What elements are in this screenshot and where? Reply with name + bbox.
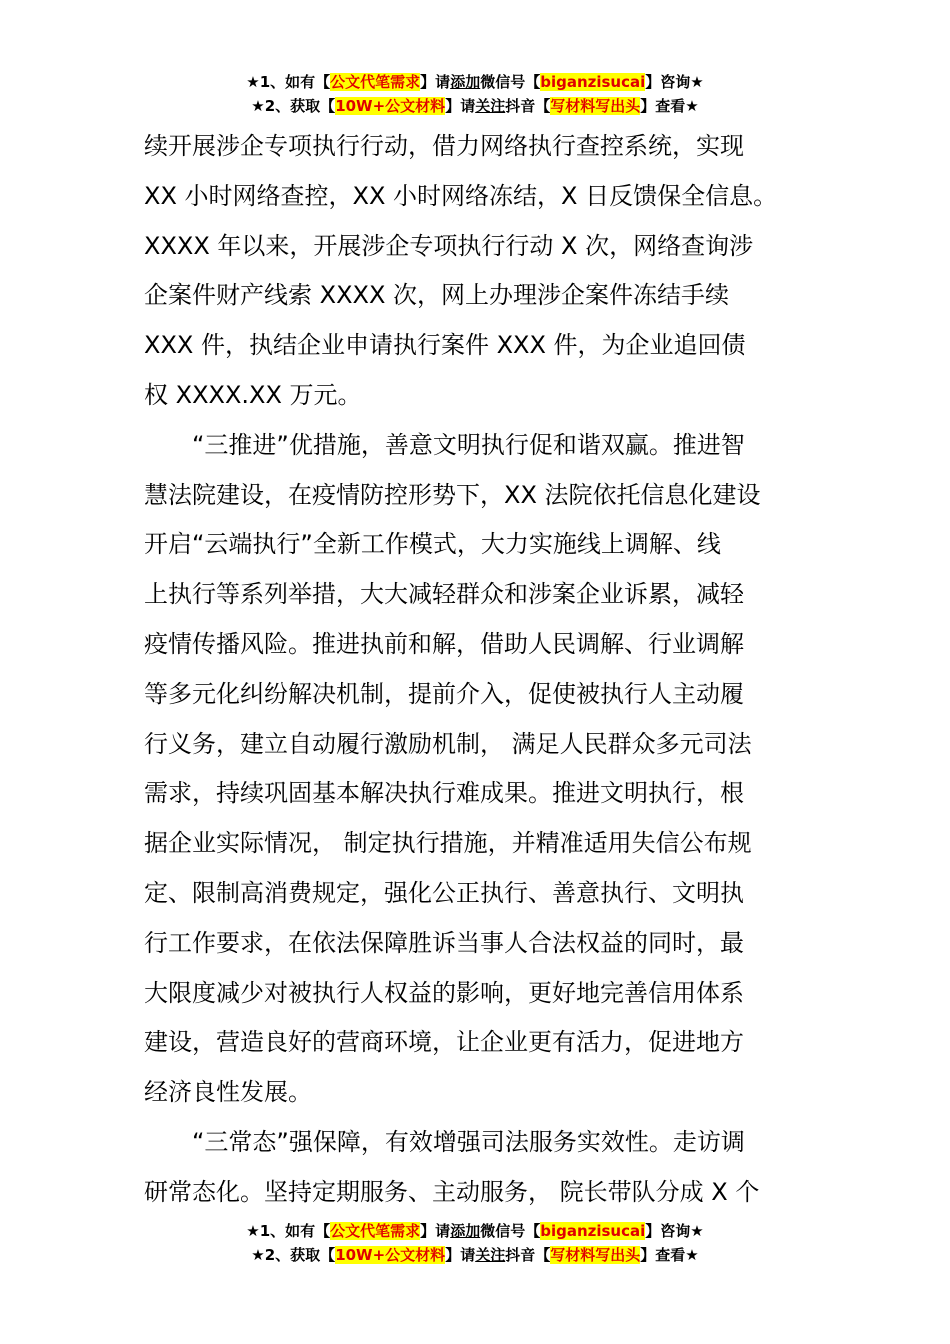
douyin-account: 写材料写出头 [550,97,641,115]
text-line: 大限度减少对被执行人权益的影响，更好地完善信用体系 [144,978,744,1007]
highlight-text: 10W+公文材料 [335,97,446,115]
banner-line-2: ★2、获取【10W+公文材料】请关注抖音【写材料写出头】查看★ [251,97,699,115]
banner-line-2: ★2、获取【10W+公文材料】请关注抖音【写材料写出头】查看★ [251,1246,699,1264]
text-line: 建设，营造良好的营商环境，让企业更有活力，促进地方 [144,1028,744,1057]
text-line: 慧法院建设，在疫情防控形势下，XX 法院依托信息化建设 [144,480,761,509]
wechat-id: biganzisucai [540,73,646,91]
text-line: 企案件财产线索 XXXX 次，网上办理涉企案件冻结手续 [144,281,730,310]
text-line: 据企业实际情况， 制定执行措施，并精准适用失信公布规 [144,829,752,858]
footer-banner [0,1219,950,1267]
text-line: “三推进”优措施，善意文明执行促和谐双赢。推进智 [192,430,745,459]
paragraph-3 [144,1118,824,1218]
header-banner [0,70,950,118]
paragraph-2 [144,421,824,1118]
text-line: XX 小时网络查控，XX 小时网络冻结，X 日反馈保全信息。 [144,181,778,210]
text-line: 经济良性发展。 [144,1078,312,1107]
text-line: 疫情传播风险。推进执前和解，借助人民调解、行业调解 [144,629,744,658]
document-body [144,122,824,1218]
text-line: 行工作要求，在依法保障胜诉当事人合法权益的同时，最 [144,928,744,957]
text-line: 研常态化。坚持定期服务、主动服务， 院长带队分成 X 个 [144,1177,760,1206]
text-line: 等多元化纠纷解决机制，提前介入，促使被执行人主动履 [144,679,744,708]
highlight-text: 10W+公文材料 [335,1246,446,1264]
text-line: XXX 件，执结企业申请执行案件 XXX 件，为企业追回债 [144,331,746,360]
text-line: XXXX 年以来，开展涉企专项执行行动 X 次，网络查询涉 [144,231,754,260]
text-line: 上执行等系列举措，大大减轻群众和涉案企业诉累，减轻 [144,580,744,609]
douyin-account: 写材料写出头 [550,1246,641,1264]
text-line: 定、限制高消费规定，强化公正执行、善意执行、文明执 [144,878,744,907]
highlight-text: 公文代笔需求 [330,1222,421,1240]
paragraph-1 [144,122,824,421]
text-line: 开启“云端执行”全新工作模式，大力实施线上调解、线 [144,530,721,559]
text-line: 续开展涉企专项执行行动，借力网络执行查控系统，实现 [144,132,744,160]
text-line: 权 XXXX.XX 万元。 [144,380,362,409]
text-line: “三常态”强保障，有效增强司法服务实效性。走访调 [192,1127,745,1156]
banner-line-1: ★1、如有【公文代笔需求】请添加微信号【biganzisucai】咨询★ [246,73,704,91]
wechat-id: biganzisucai [540,1222,646,1240]
banner-line-1: ★1、如有【公文代笔需求】请添加微信号【biganzisucai】咨询★ [246,1222,704,1240]
text-line: 需求，持续巩固基本解决执行难成果。推进文明执行，根 [144,779,744,808]
text-line: 行义务，建立自动履行激励机制， 满足人民群众多元司法 [144,729,752,758]
highlight-text: 公文代笔需求 [330,73,421,91]
